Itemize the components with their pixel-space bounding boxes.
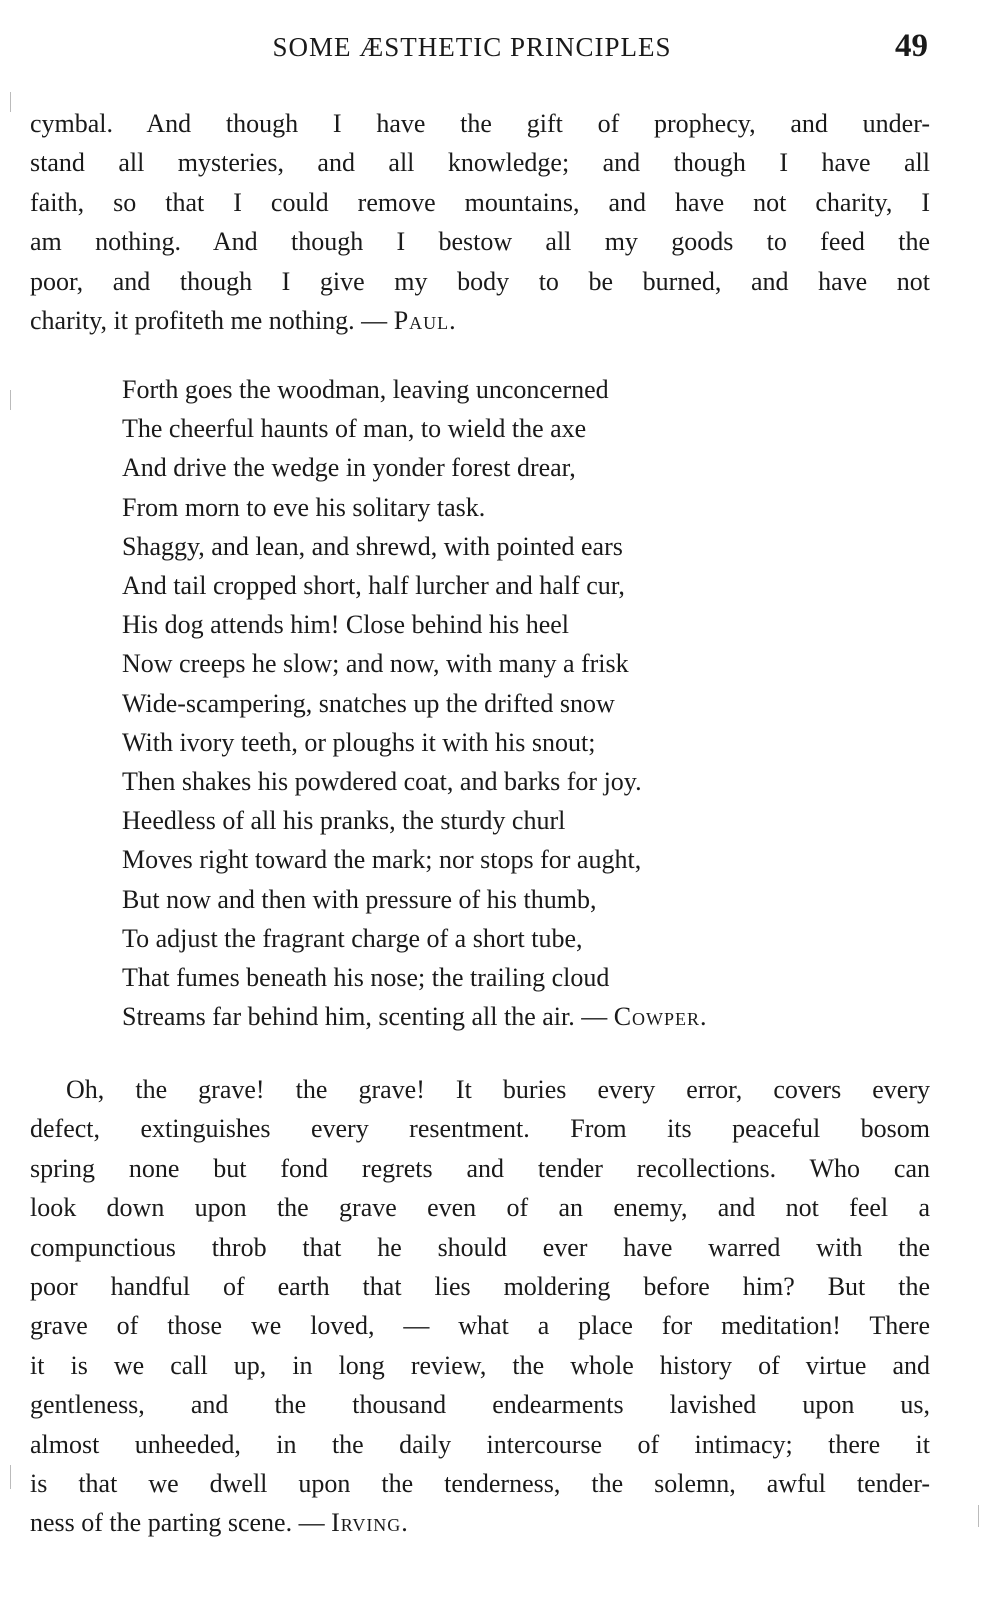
text-line: spring none but fond regrets and tender recollections. Who can <box>30 1153 930 1183</box>
poem-verse: The cheerful haunts of man, to wield the axe <box>122 414 587 444</box>
text-line: gentleness, and the thousand endearments lavished upon us, <box>30 1390 930 1420</box>
text-line: poor, and though I give my body to be burned, and have not <box>30 266 930 296</box>
scan-margin-mark <box>10 390 11 410</box>
text-line: am nothing. And though I bestow all my goods to feed the <box>30 227 930 257</box>
poem-verse: And tail cropped short, half lurcher and half cur, <box>122 571 625 601</box>
poem-verse: From morn to eve his solitary task. <box>122 492 486 522</box>
poem-verse-content: Streams far behind him, scenting all the air. — <box>122 1002 614 1032</box>
text-line: grave of those we loved, — what a place for meditation! There <box>30 1311 930 1341</box>
poem-verse: His dog attends him! Close behind his heel <box>122 610 570 640</box>
text-line: defect, extinguishes every resentment. From its peaceful bosom <box>30 1114 930 1144</box>
scan-margin-mark <box>10 1465 11 1489</box>
poem-verse: But now and then with pressure of his thumb, <box>122 884 597 914</box>
poem-verse: With ivory teeth, or ploughs it with his snout; <box>122 727 596 757</box>
text-line-content: ness of the parting scene. — <box>30 1508 332 1538</box>
text-line: cymbal. And though I have the gift of prophecy, and under- <box>30 109 930 138</box>
text-line: compunctious throb that he should ever have warred with the <box>30 1232 930 1262</box>
poem-verse: That fumes beneath his nose; the trailing cloud <box>122 963 610 993</box>
attribution-cowper: Cowper. <box>613 1002 708 1032</box>
text-line: it is we call up, in long review, the whole history of virtue and <box>30 1350 930 1380</box>
passage-paul <box>30 104 930 340</box>
poem-verse: Moves right toward the mark; nor stops for aught, <box>122 845 642 875</box>
text-line: is that we dwell upon the tenderness, the solemn, awful tender- <box>30 1469 930 1499</box>
text-line: Oh, the grave! the grave! It buries every error, covers every <box>66 1075 930 1104</box>
attribution-irving: Irving. <box>331 1508 409 1538</box>
poem-verse: Shaggy, and lean, and shrewd, with pointed ears <box>122 531 623 561</box>
poem-verse: Wide-scampering, snatches up the drifted snow <box>122 688 615 718</box>
scan-margin-mark <box>978 1505 979 1527</box>
poem-verse: Then shakes his powdered coat, and barks for joy. <box>122 767 642 797</box>
poem-verse: And drive the wedge in yonder forest drear, <box>122 453 576 483</box>
text-line: almost unheeded, in the daily intercourse of intimacy; there it <box>30 1429 930 1459</box>
text-line: faith, so that I could remove mountains, and have not charity, I <box>30 187 930 217</box>
text-line-final <box>30 1503 930 1542</box>
poem-verse: Now creeps he slow; and now, with many a frisk <box>122 649 629 679</box>
passage-irving <box>30 1070 930 1543</box>
running-header <box>0 28 1000 68</box>
page-number: 49 <box>895 28 928 64</box>
text-line: poor handful of earth that lies moldering before him? But the <box>30 1272 930 1302</box>
poem-verse-final <box>122 997 708 1036</box>
attribution-paul: Paul. <box>393 306 457 336</box>
poem-verse: To adjust the fragrant charge of a short tube, <box>122 923 583 953</box>
scan-margin-mark <box>10 92 11 112</box>
text-line: stand all mysteries, and all knowledge; and though I have all <box>30 148 930 178</box>
poem-cowper <box>122 370 708 1036</box>
poem-verse: Heedless of all his pranks, the sturdy churl <box>122 806 566 836</box>
poem-verse: Forth goes the woodman, leaving unconcerned <box>122 375 609 404</box>
running-title: SOME ÆSTHETIC PRINCIPLES <box>272 32 672 62</box>
text-line-final <box>30 301 930 340</box>
text-line-content: charity, it profiteth me nothing. — <box>30 306 394 336</box>
text-line: look down upon the grave even of an enemy, and not feel a <box>30 1193 930 1223</box>
